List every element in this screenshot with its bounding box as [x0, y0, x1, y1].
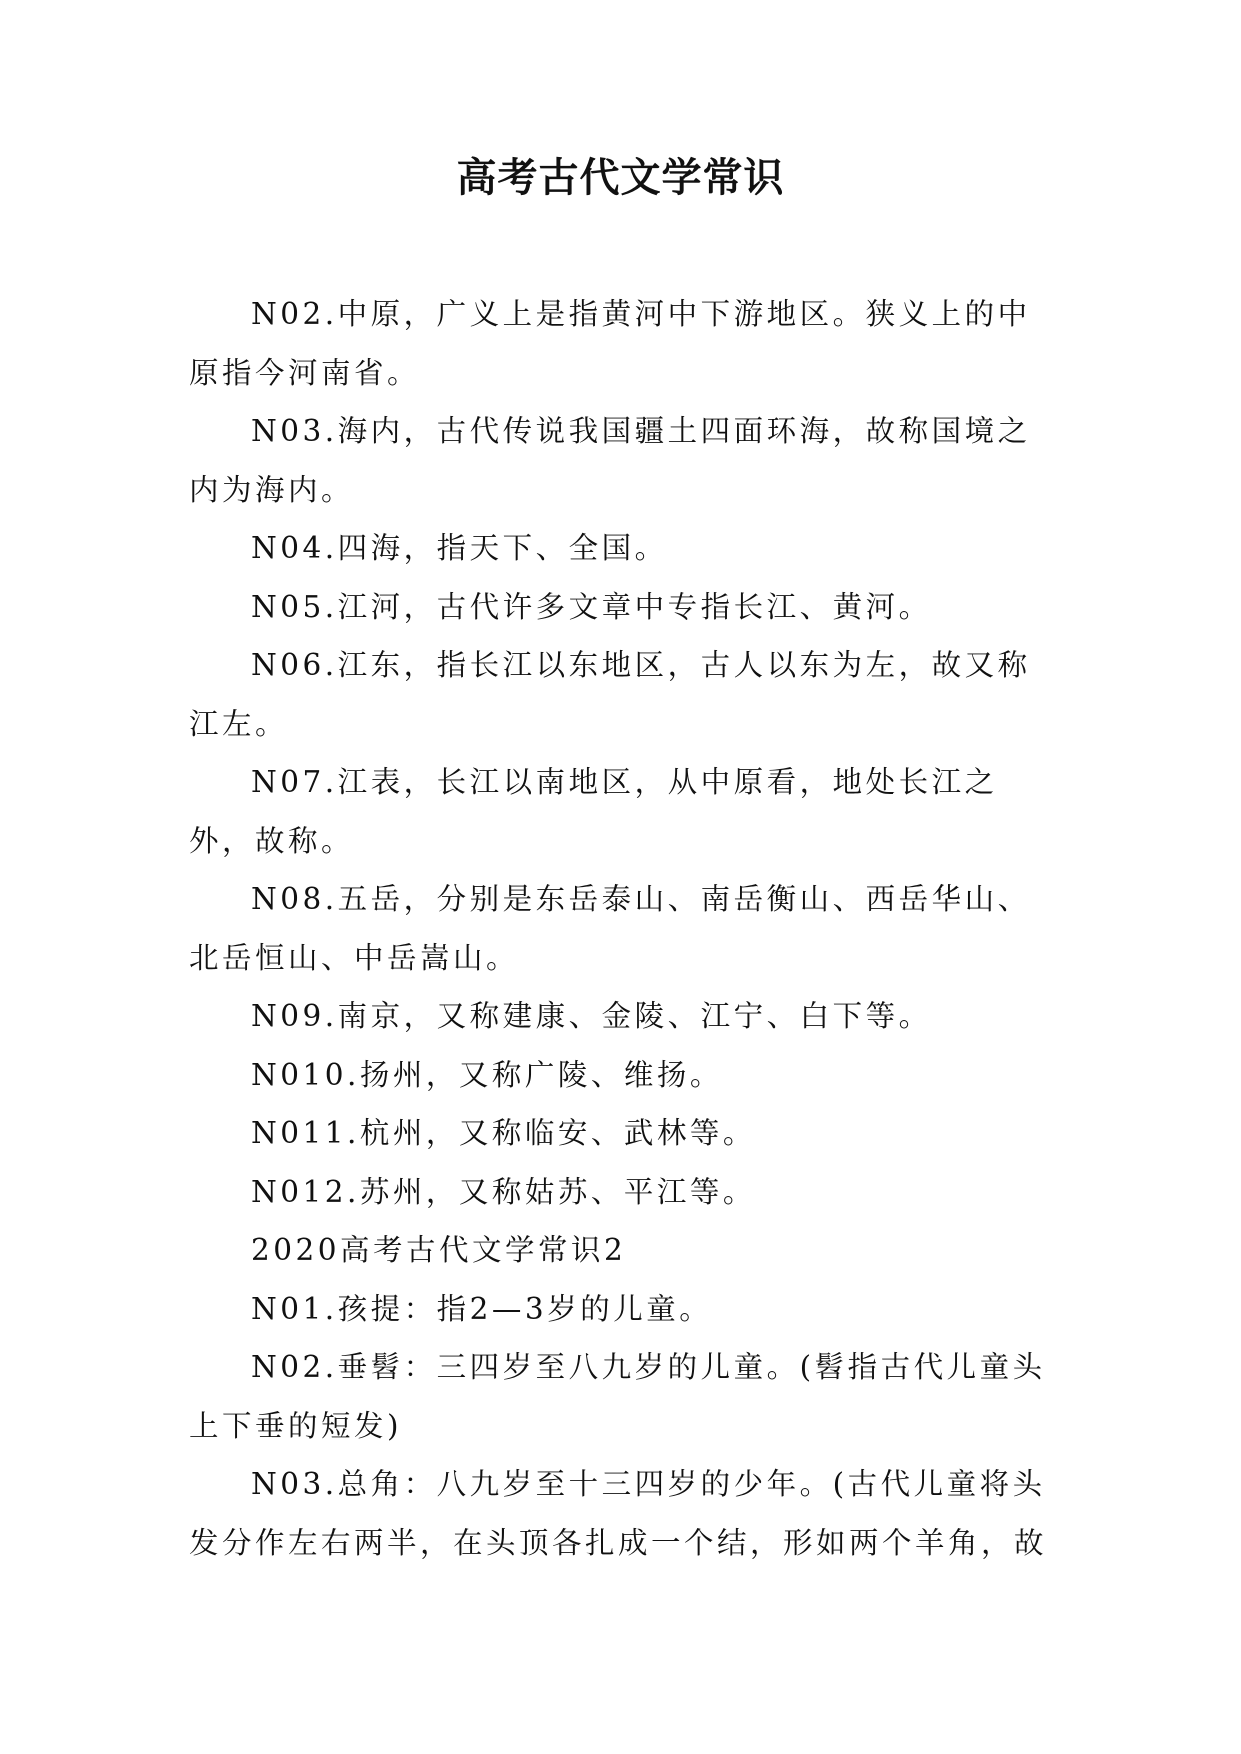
paragraph: N011.杭州，又称临安、武林等。 — [250, 1116, 756, 1150]
paragraph: N01.孩提：指2—3岁的儿童。 — [250, 1291, 713, 1326]
paragraph: N010.扬州，又称广陵、维扬。 — [250, 1057, 723, 1092]
paragraph: N04.四海，指天下、全国。 — [250, 531, 668, 565]
paragraph: N03.海内，古代传说我国疆土四面环海，故称国境之内为海内。 — [189, 414, 1031, 507]
paragraph: N07.江表，长江以南地区，从中原看，地处长江之外，故称。 — [189, 765, 998, 858]
paragraph: N06.江东，指长江以东地区，古人以东为左，故又称江左。 — [189, 648, 1031, 741]
paragraph: N03.总角：八九岁至十三四岁的少年。(古代儿童将头发分作左右两半，在头顶各扎成一个结，形如两个羊角，故 — [189, 1467, 1048, 1560]
paragraph: N02.垂髫：三四岁至八九岁的儿童。(髫指古代儿童头上下垂的短发) — [189, 1350, 1046, 1443]
document-title: 高考古代文学常识 — [456, 154, 785, 201]
paragraph: N02.中原，广义上是指黄河中下游地区。狭义上的中原指今河南省。 — [189, 297, 1031, 390]
section-heading: 2020高考古代文学常识2 — [250, 1233, 627, 1267]
paragraph: N08.五岳，分别是东岳泰山、南岳衡山、西岳华山、北岳恒山、中岳嵩山。 — [189, 882, 1031, 975]
paragraph: N09.南京，又称建康、金陵、江宁、白下等。 — [250, 999, 932, 1033]
paragraph: N05.江河，古代许多文章中专指长江、黄河。 — [250, 589, 932, 624]
paragraph: N012.苏州，又称姑苏、平江等。 — [250, 1174, 756, 1209]
document-body — [189, 285, 1059, 1572]
